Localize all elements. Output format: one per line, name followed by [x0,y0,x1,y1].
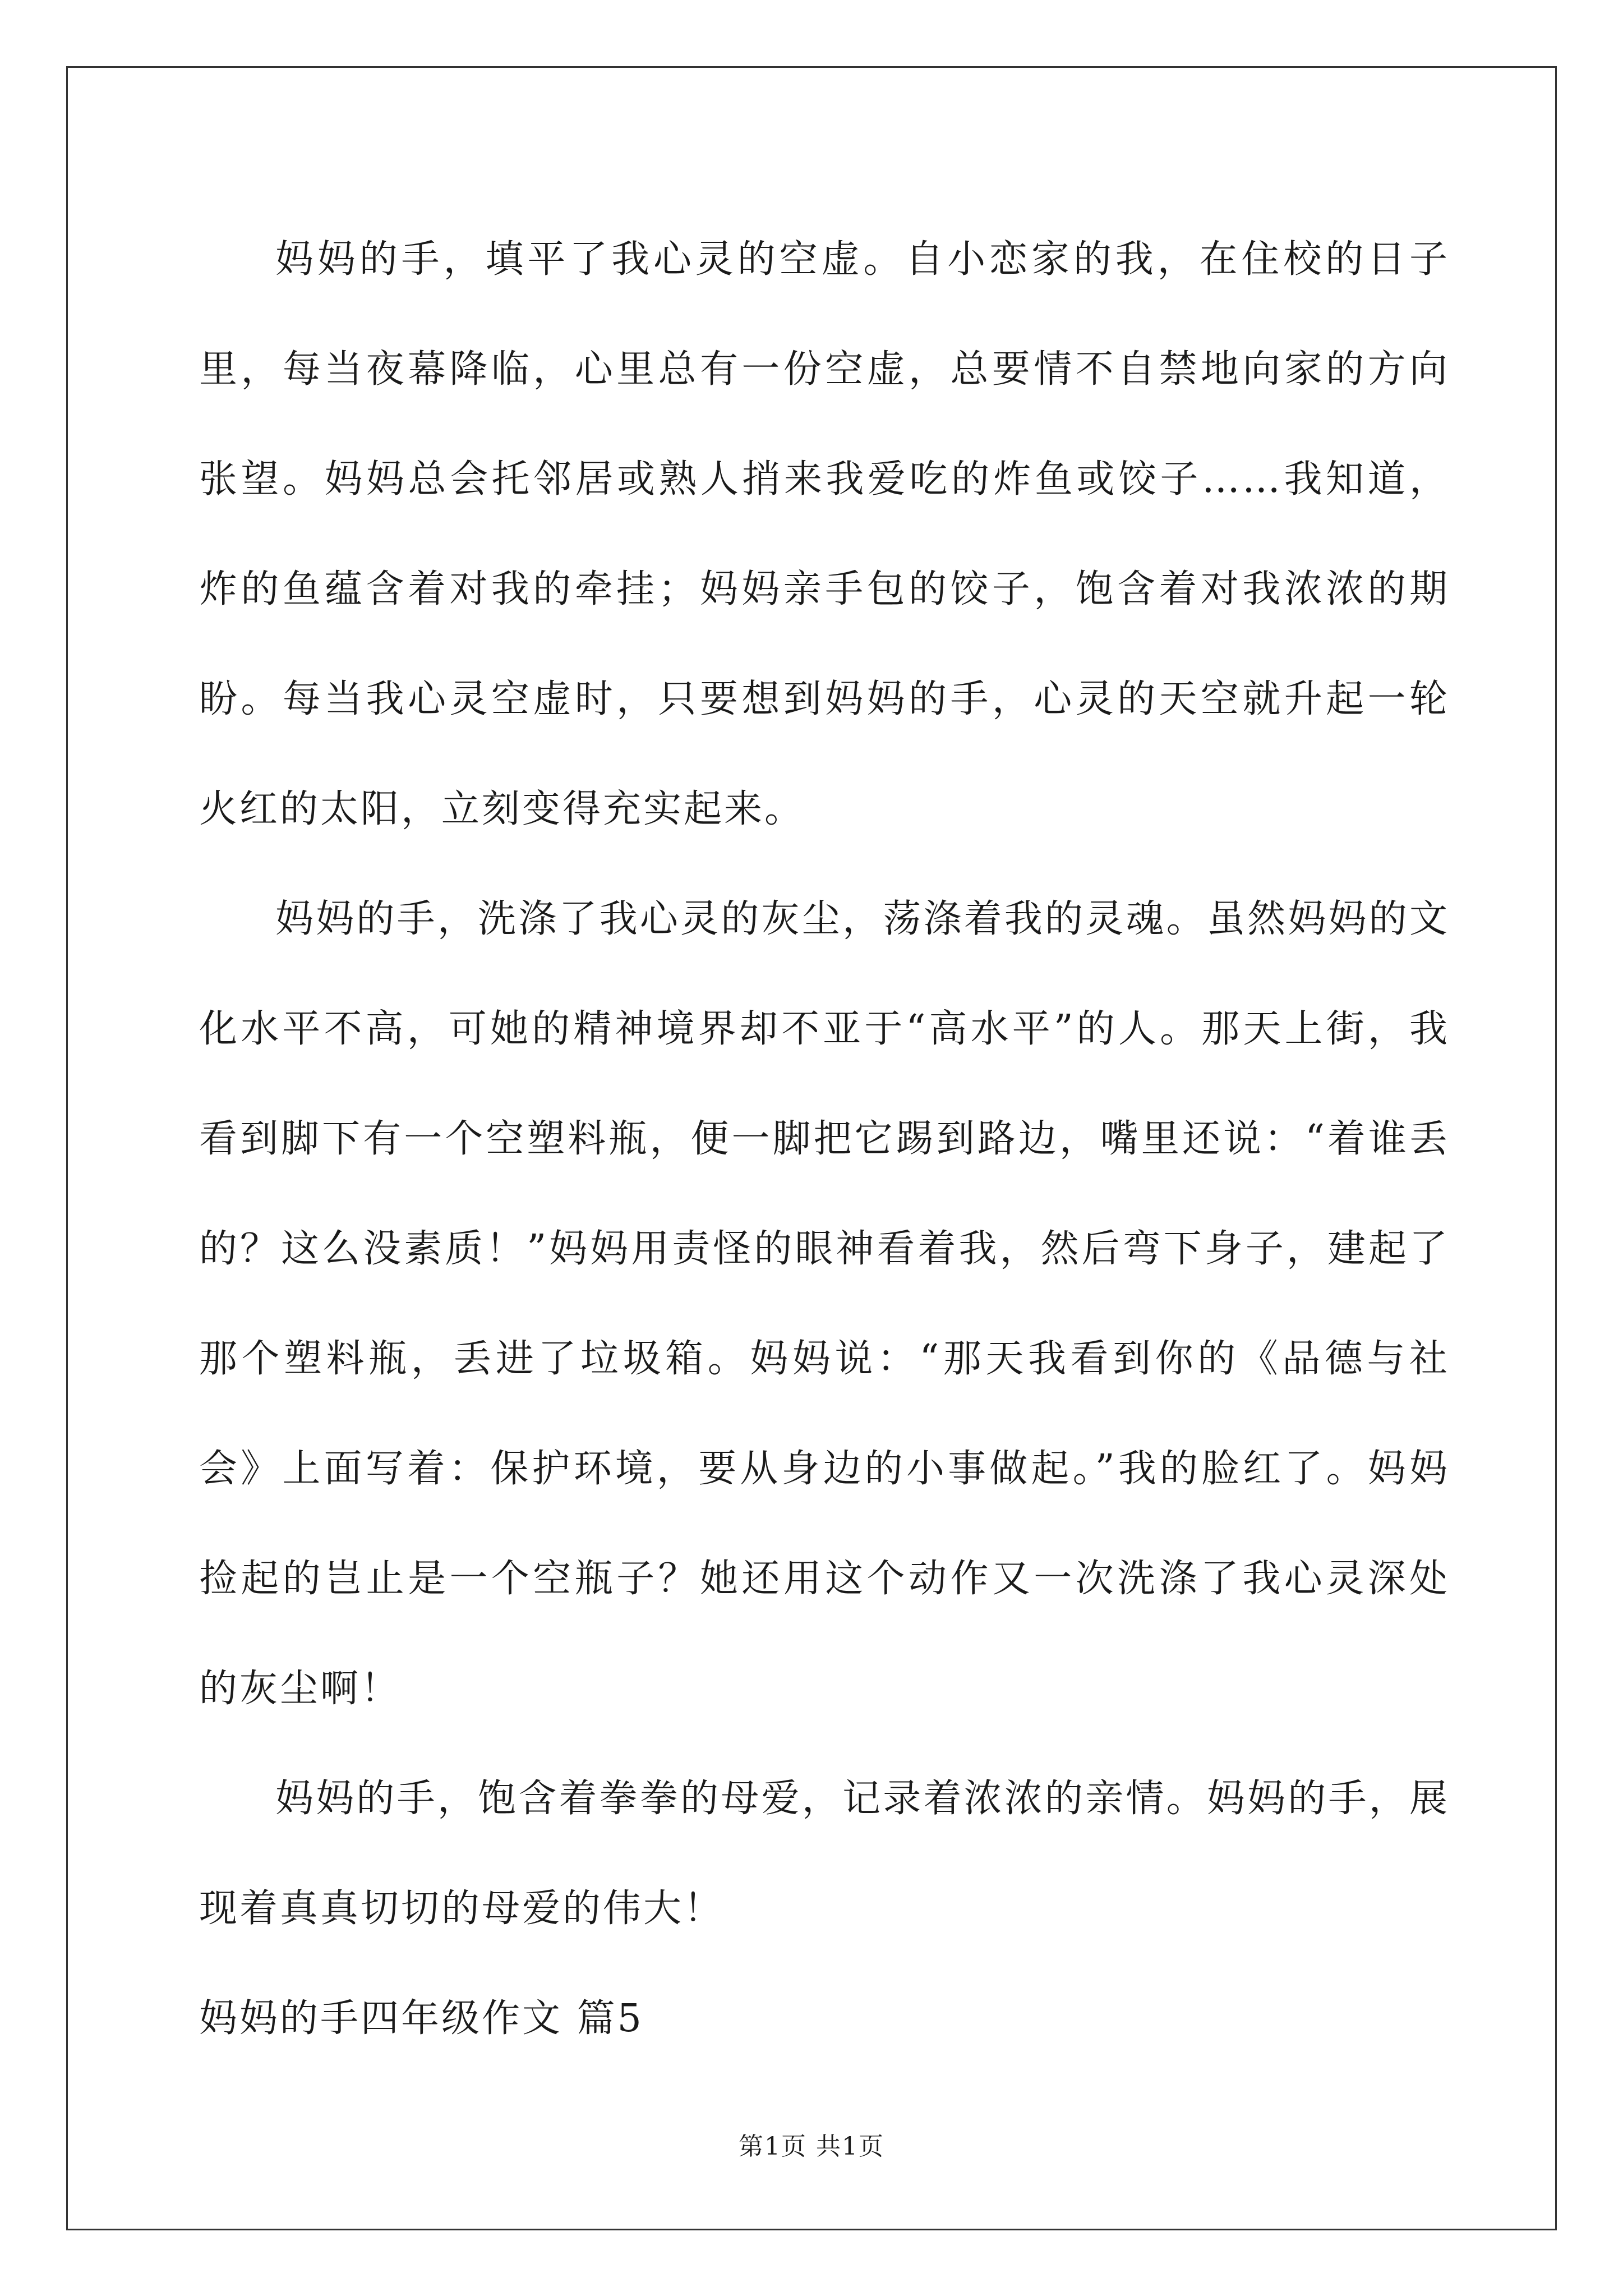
section-heading: 妈妈的手四年级作文 篇5 [199,1996,644,2041]
page-number-footer: 第1页 共1页 [739,2132,884,2161]
paragraph: 妈妈的手，饱含着拳拳的母爱，记录着浓浓的亲情。妈妈的手，展现着真真切切的母爱的伟大！ [199,1777,1450,1931]
paragraph: 妈妈的手，洗涤了我心灵的灰尘，荡涤着我的灵魂。虽然妈妈的文化水平不高，可她的精神境界却不亚于“高水平”的人。那天上街，我看到脚下有一个空塑料瓶，便一脚把它踢到路边，嘴里还说：“着谁丢的？这么没素质！”妈妈用责怪的眼神看着我，然后弯下身子，建起了那个塑料瓶，丢进了垃圾箱。妈妈说：“那天我看到你的《品德与社会》上面写着：保护环境，要从身边的小事做起。”我的脸红了。妈妈捡起的岂止是一个空瓶子？她还用这个动作又一次洗涤了我心灵深处的灰尘啊！ [199,897,1450,1711]
paragraph: 妈妈的手，填平了我心灵的空虚。自小恋家的我，在住校的日子里，每当夜幕降临，心里总有一份空虚，总要情不自禁地向家的方向张望。妈妈总会托邻居或熟人捎来我爱吃的炸鱼或饺子……我知道，炸的鱼蕴含着对我的牵挂；妈妈亲手包的饺子，饱含着对我浓浓的期盼。每当我心灵空虚时，只要想到妈妈的手，心灵的天空就升起一轮火红的太阳，立刻变得充实起来。 [199,237,1450,831]
document-body [199,205,1450,2074]
